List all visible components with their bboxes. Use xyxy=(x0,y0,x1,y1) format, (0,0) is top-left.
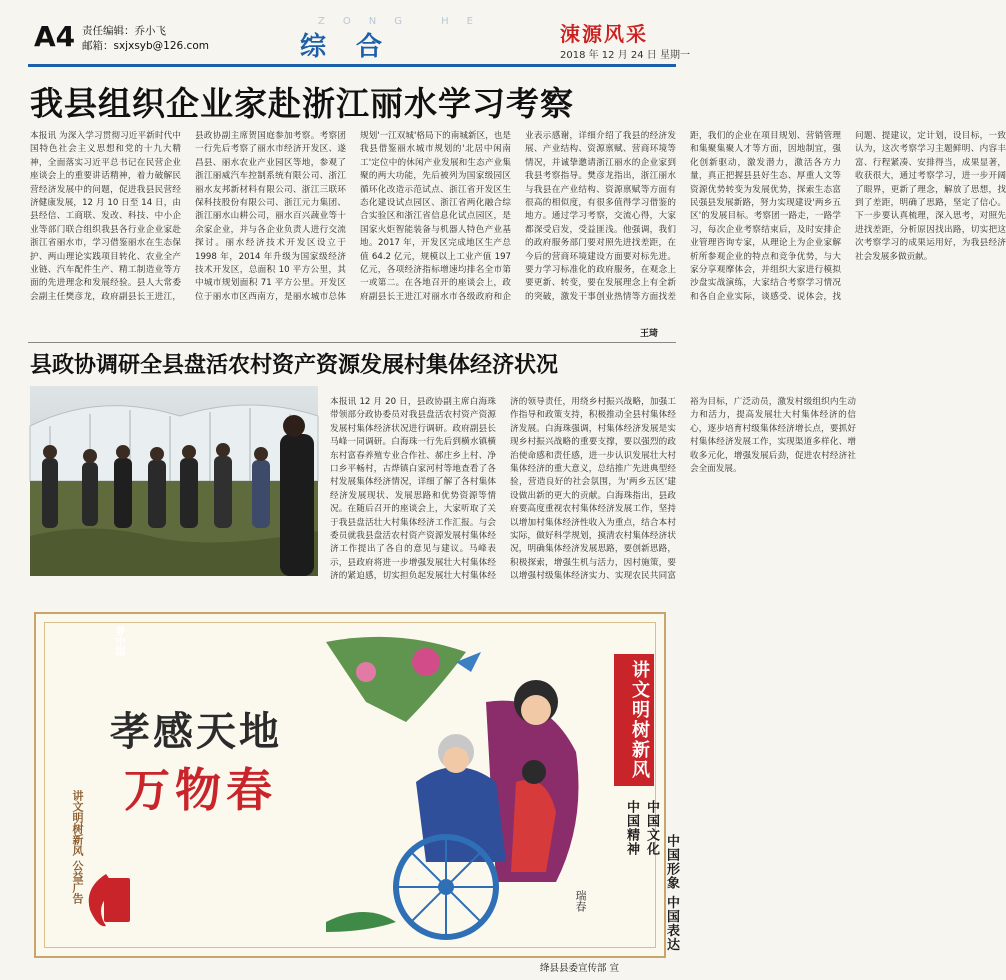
poster-side-label: 讲文明树新风 公益广告 xyxy=(71,790,84,904)
news-photo xyxy=(30,386,318,576)
poster-slogan-line2: 万物春 xyxy=(124,763,277,817)
section-pinyin: ZONG HE xyxy=(318,16,491,27)
poster-column-2: 中国文化 xyxy=(644,800,659,856)
article2-text: 本报讯 12 月 20 日，县政协副主席白海珠带领部分政协委员对我县盘活农村资产资源发展村集体经济状况进行调研。政府副县长马峰一同调研。白海珠一行先后到横水镇横东村富春养殖专业合作社、郝庄乡上村、净口乡平畅村，古烨镇白家河村等地查看了各村发展集体经济情况，详细了解了各村集体经济发展现状、发展思路和优势资源等情况。在随后召开的座谈会上，大家听取了关于我县盘活壮大村集体经济工作汇报。与会委员就我县盘活农村资产资源发展村集体经济工作提出了各自的意见与建议。马峰表示，县政府将进一步增强发展壮大村集体经济的紧迫感，切实担负起发展壮大村集体经济的领导责任，用绕乡村振兴战略，加强工作指导和政策支持，积极推动全县村集体经济发展。白海珠强调，村集体经济发展是实现乡村振兴战略的重要支撑，要以强烈的政治使命感和责任感，进一步认识发展壮大村集体经济的重大意义，总结推广先进典型经验，营造良好的社会氛围，为'两乡五区'建设做出新的更大的贡献。白海珠指出，县政府要高度重视农村集体经济发展工作，坚持以增加村集体经济性收入为重点，结合本村实际，做好科学规划，摸清农村集体经济状况，明确集体经济发展思路，要创新思路，积极探索，增强生机与活力，因村施策，要以增强村级集体经济实力、实现农民共同富裕为目标，广泛动员，激发村级组织内生动力和活力，提高发展壮大村集体经济的信心，逐步培育村级集体经济增长点，要抓好村集体经济发展工作，实现渠道多样化、增收多元化，增强发展后劲，促进农村经济社会全面发展。 xyxy=(330,397,856,582)
article2-headline: 县政协调研全县盘活农村资产资源发展村集体经济状况 xyxy=(30,353,559,378)
editor-info xyxy=(82,24,209,54)
poster-credit: 绛县县委宣传部 宣 xyxy=(540,963,620,974)
public-service-poster xyxy=(34,612,679,958)
article1-headline: 我县组织企业家赴浙江丽水学习考察 xyxy=(30,84,574,123)
poster-column-1: 中国精神 xyxy=(624,800,639,856)
poster-slogan-line1: 孝感天地 xyxy=(110,708,282,755)
paper-name: 涑源风采 xyxy=(560,22,648,46)
china-dream-seal-icon xyxy=(76,870,136,930)
article2-body xyxy=(330,396,856,586)
poster-column-3: 中国形象 中国表达 xyxy=(664,834,679,952)
papercut-illustration-icon xyxy=(306,632,596,946)
greenhouse-photo-icon xyxy=(30,386,318,576)
masthead xyxy=(0,0,700,62)
email-line: 邮箱：sxjxsyb@126.com xyxy=(82,40,209,52)
article1-byline: 王琦 xyxy=(640,329,659,339)
issue-date: 2018 年 12 月 24 日 星期一 xyxy=(560,50,690,61)
header-rule xyxy=(28,64,676,67)
article1-body xyxy=(30,130,1006,316)
page-number: A4 xyxy=(34,20,76,53)
artist-signature: 瑞春 xyxy=(574,890,587,912)
section-divider xyxy=(28,342,676,343)
poster-vertical-banner: 讲文明树新风 xyxy=(614,654,654,786)
section-title: 综合 xyxy=(300,32,413,62)
article1-text: 本报讯 为深入学习贯彻习近平新时代中国特色社会主义思想和党的十九大精神，全面落实习近平总书记在民营企业座谈会上的重要讲话精神，着力破解民营经济发展中的问题，促进我县民营经济健康发展，12 月 10 日至 14 日，由县经信、工商联、发改、科技、中小企业等部门联合组织我县各行业企业家赴浙江省丽水市，学习借鉴丽水在生态保护、两山理论实践项目转化、农业全产业链、汽车配件生产、精工制造业等方面的先进理念和发展经验。县人大常委会副主任樊彦龙，政府副县长王进江，县政协副主席贺国庭参加考察。考察团一行先后考察了丽水市经济开发区、遂昌县、丽水农业产业园区等地，参观了浙江丽威汽车控制系统有限公司、浙江丽水友邦新材料有限公司、浙江三联环保科技股份有限公司、浙江元力集团、浙江丽水山耕公司，丽水百兴蔬业等十余家企业，并与各企业负责人进行交流探讨。丽水经济技术开发区设立于 1998 年，2014 年升级为国家级经济技术开发区，总面积 10 平方公里，其中城市规划面积 71 平方公里。开发区位于丽水市区西南方，是丽水城市总体规划'一江双城'格局下的南城新区，也是我县借鉴丽水城市规划的'北居中闲南工'定位中的休闲产业发展和生态产业集聚的两大功能，先后被列为国家级园区循环化改造示范试点、浙江省开发区生态化建设试点园区、浙江省两化融合综合实验区和浙江省信息化试点园区，是国家火炬智能装备与机器人特色产业基地。2017 年，开发区完成地区生产总值 64.2 亿元，规模以上工业产值 197 亿元，各项经济指标增速均排名全市第一或第二。在各地召开的座谈会上，政府副县长王进江对丽水市各级政府和企业表示感谢，详细介绍了我县的经济发展、产业结构、资源禀赋、营商环境等情况，并诚挚邀请浙江丽水的企业家到我县考察指导。樊彦龙指出，浙江丽水与我县在产业结构、资源禀赋等方面有很高的相似度，有很多值得学习借鉴的地方。通过学习考察，交流心得，大家都深受启发，受益匪浅。他强调，我们的政府服务部门要对照先进找差距，在今后的营商环境建设方面要对标先进。要力学习标准化的政府服务，在观念上要更新、转变，要在发展理念上有全新的突破，激发干事创业热情等方面找差距，我们的企业在项目规划、营销管理和集聚集聚人才等方面，因地制宜，强化创新驱动，激发潜力，激活各方力量，真正把握县县好生态、厚重人文等资源优势转变为发展优势，探索生态富民强县发展新路，努力实现建设'两乡五区'的发展目标。考察团一路走，一路学习，每次企业考察结束后，及时安排企业管理咨询专家，从理论上为企业家解析所参观企业的特点和竞争优势，与大家分享观摩体会，并组织大家进行模拟沙盘实战演练，大家结合考察学习情况和各自企业实际，谈感受、说体会，找问题、提建议，定计划，设目标，一致认为，这次考察学习主题鲜明、内容丰富、行程紧凑、安排得当，成果显著，收获很大，通过考察学习，进一步开阔了眼界，更新了理念，解放了思想，找到了差距，明确了思路，坚定了信心。下一步要认真梳理，深入思考，对照先进找差距，分析原因找出路，切实把这次考察学习的成果运用好，为我县经济社会发展多做贡献。 xyxy=(30,131,1006,302)
seal-text: 梦中国 xyxy=(113,626,124,656)
editor-line: 责任编辑：乔小飞 xyxy=(82,25,166,37)
